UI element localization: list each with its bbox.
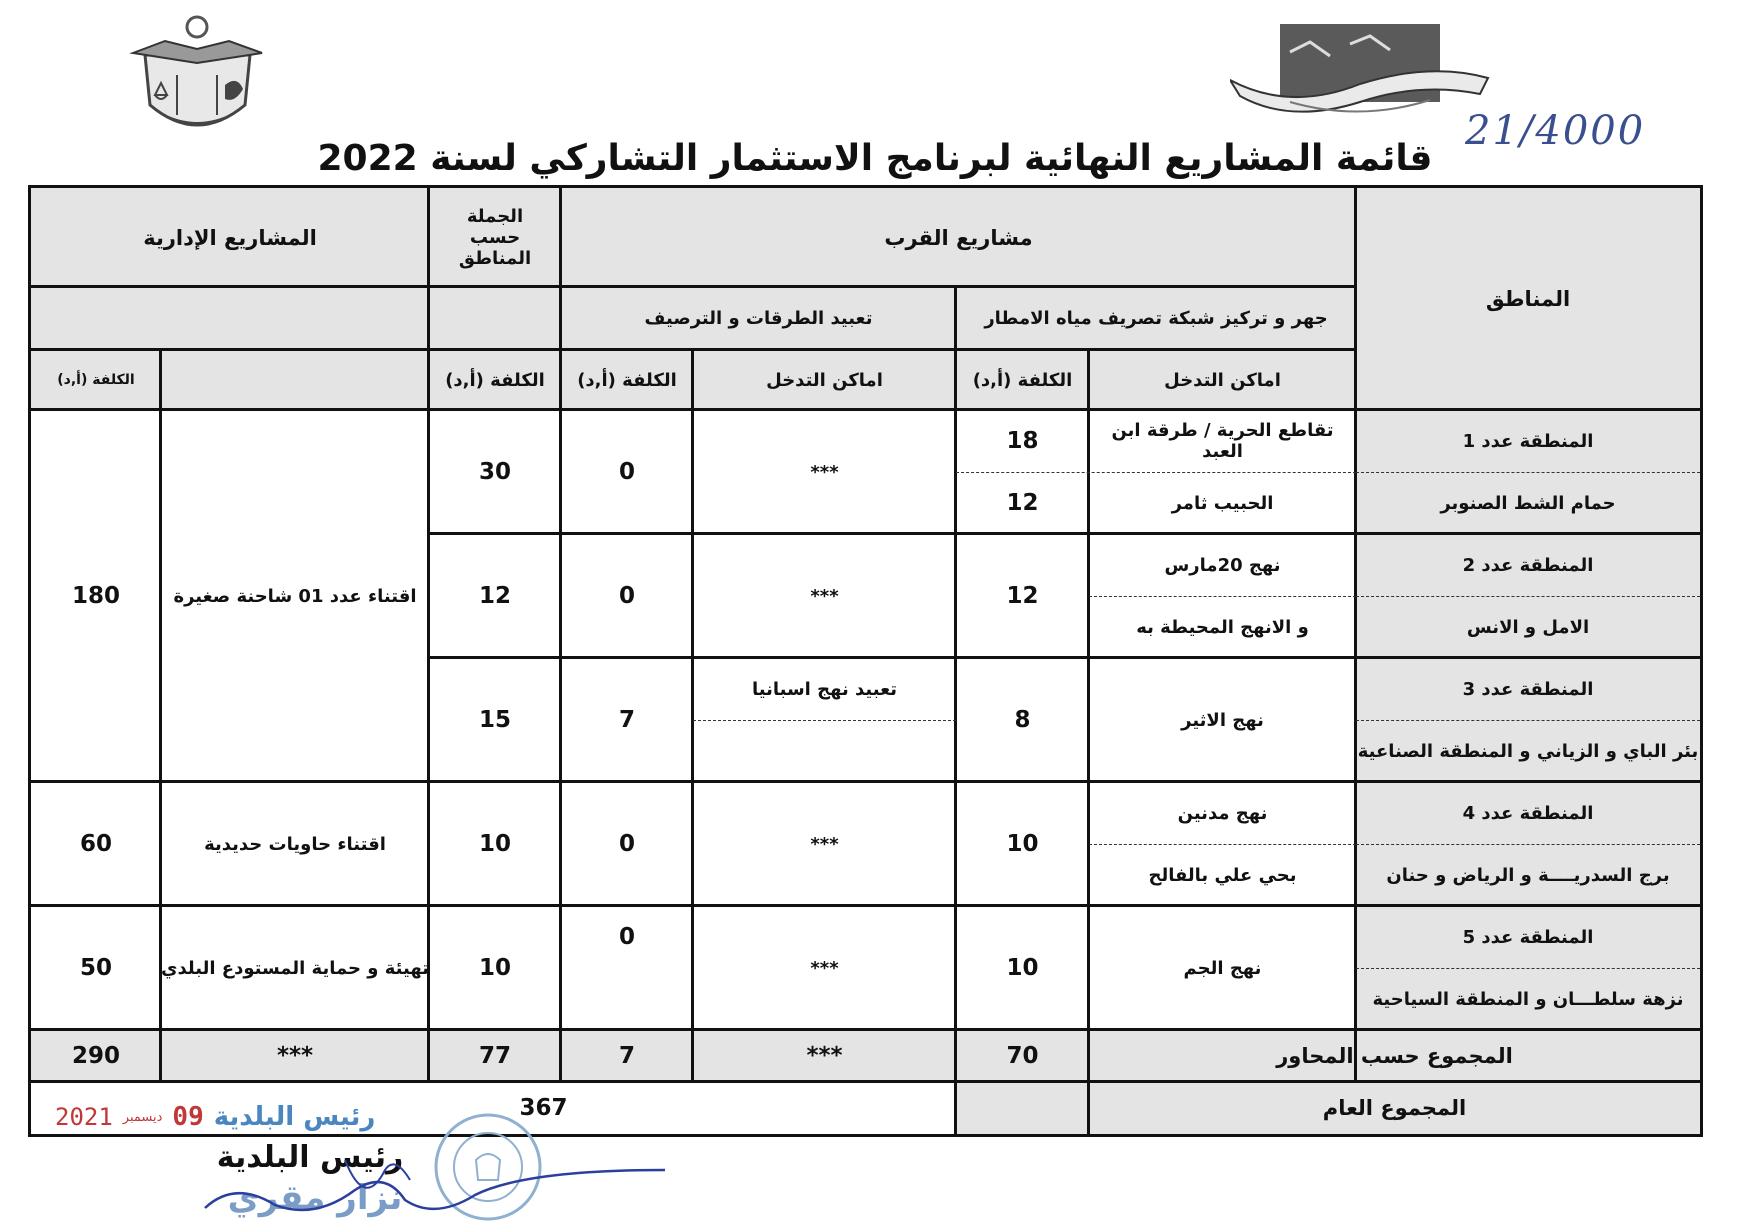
- handwritten-signature: [195, 1150, 675, 1225]
- zone-2-sub: الامل و الانس: [1356, 596, 1700, 658]
- grand-total-label-left: [956, 1082, 1089, 1134]
- zone-4-drainage-place-1: نهج مدنين: [1177, 802, 1268, 824]
- zone-4-total: 10: [479, 831, 512, 857]
- date-stamp: [55, 1100, 435, 1134]
- zone-2-paving-place: ***: [810, 585, 839, 607]
- zone-1-paving-cost: 0: [619, 459, 636, 485]
- totals-zones: 77: [429, 1030, 561, 1082]
- header-paving-places: اماكن التدخل: [693, 350, 956, 410]
- zone-3-sub: بئر الباي و الزياني و المنطقة الصناعية: [1356, 720, 1700, 782]
- zone-1-paving-place: ***: [810, 461, 839, 483]
- handwritten-reference-note: 21/4000: [1465, 108, 1646, 154]
- municipality-logo: [1230, 22, 1490, 122]
- signature-title: رئيس البلدية: [216, 1140, 404, 1175]
- zone-5-name: المنطقة عدد 5: [1356, 906, 1700, 968]
- zone-4-drainage-cost: 10: [1006, 831, 1039, 857]
- zone-5-total: 10: [479, 955, 512, 981]
- header-admin-places: [161, 350, 429, 410]
- header-zones: المناطق: [1356, 188, 1700, 410]
- admin-project-3-name: تهيئة و حماية المستودع البلدي: [161, 957, 429, 979]
- totals-drainage: 70: [956, 1030, 1089, 1082]
- stamp-day: 09: [172, 1102, 204, 1132]
- zone-3-total: 15: [479, 707, 512, 733]
- zone-5-drainage-cost: 10: [1006, 955, 1039, 981]
- zone-3-name: المنطقة عدد 3: [1356, 658, 1700, 720]
- totals-paving: 7: [561, 1030, 693, 1082]
- header-drainage-cost: الكلفة (أ,د): [956, 350, 1089, 410]
- zone-5-paving-place: ***: [810, 957, 839, 979]
- zone-4-paving-place: ***: [810, 833, 839, 855]
- zone-2-drainage-place-2: و الانهج المحيطة به: [1136, 616, 1309, 638]
- zone-1-name: المنطقة عدد 1: [1356, 410, 1700, 472]
- zone-1-sub: حمام الشط الصنوبر: [1356, 472, 1700, 534]
- zone-2-paving-cost: 0: [619, 583, 636, 609]
- document-title: قائمة المشاريع النهائية لبرنامج الاستثمار التشاركي لسنة 2022: [317, 138, 1433, 179]
- header-empty-total: [429, 287, 561, 350]
- totals-paving-places: ***: [693, 1030, 956, 1082]
- zone-5-paving-cost: 0: [619, 924, 636, 950]
- zone-1-drainage-place-2: الحبيب ثامر: [1171, 492, 1274, 514]
- stamp-month: ديسمبر: [122, 1109, 163, 1125]
- header-drainage: جهر و تركيز شبكة تصريف مياه الامطار: [956, 287, 1356, 350]
- zone-3-drainage-cost: 8: [1014, 707, 1031, 733]
- totals-admin-places: ***: [161, 1030, 429, 1082]
- admin-project-3-cost: 50: [80, 955, 113, 981]
- header-admin-projects: المشاريع الإدارية: [31, 188, 429, 287]
- admin-project-1-cost: 180: [72, 583, 121, 609]
- header-paving: تعبيد الطرقات و الترصيف: [561, 287, 956, 350]
- header-total-by-zone: الجملة حسب المناطق: [429, 188, 561, 287]
- zone-3-drainage-place: نهج الاثير: [1181, 709, 1264, 731]
- header-admin-cost: الكلفة (أ,د): [31, 350, 161, 410]
- zone-2-drainage-place-1: نهج 20مارس: [1164, 554, 1281, 576]
- header-paving-cost: الكلفة (أ,د): [561, 350, 693, 410]
- header-total-cost: الكلفة (أ,د): [429, 350, 561, 410]
- zone-4-name: المنطقة عدد 4: [1356, 782, 1700, 844]
- zone-2-name: المنطقة عدد 2: [1356, 534, 1700, 596]
- admin-project-2-cost: 60: [80, 831, 113, 857]
- stamp-year: 2021: [55, 1103, 113, 1131]
- totals-axis-label: المجموع حسب المحاور: [1089, 1030, 1700, 1082]
- zone-2-drainage-cost: 12: [1006, 583, 1039, 609]
- zone-5-drainage-place: نهج الجم: [1183, 957, 1262, 979]
- zone-1-total: 30: [479, 459, 512, 485]
- header-proximity-projects: مشاريع القرب: [561, 188, 1356, 287]
- zone-3-paving-place: تعبيد نهج اسبانيا: [752, 678, 898, 700]
- grand-total-value: 367: [519, 1095, 568, 1121]
- zone-4-paving-cost: 0: [619, 831, 636, 857]
- admin-project-1-name: اقتناء عدد 01 شاحنة صغيرة: [173, 585, 417, 607]
- zone-1-drainage-place-1: تقاطع الحرية / طرقة ابن العبد: [1111, 420, 1334, 462]
- stamp-office: رئيس البلدية: [213, 1102, 376, 1132]
- signature-name: نزار مقري: [227, 1178, 403, 1218]
- zone-2-total: 12: [479, 583, 512, 609]
- grand-total-label: المجموع العام: [1089, 1082, 1700, 1134]
- zone-4-sub: برج السدريــــة و الرياض و حنان: [1356, 844, 1700, 906]
- admin-project-2-name: اقتناء حاويات حديدية: [204, 833, 386, 855]
- tunisia-coat-of-arms-logo: [125, 15, 270, 145]
- zone-3-paving-cost: 7: [619, 707, 636, 733]
- totals-admin: 290: [31, 1030, 161, 1082]
- zone-5-sub: نزهة سلطـــان و المنطقة السياحية: [1356, 968, 1700, 1030]
- zone-1-drainage-cost-2: 12: [1006, 490, 1039, 516]
- zone-4-drainage-place-2: بحي علي بالفالح: [1148, 864, 1297, 886]
- zone-1-drainage-cost-1: 18: [1006, 428, 1039, 454]
- header-drainage-places: اماكن التدخل: [1089, 350, 1356, 410]
- header-empty-admin: [31, 287, 429, 350]
- projects-table: [28, 185, 1703, 1137]
